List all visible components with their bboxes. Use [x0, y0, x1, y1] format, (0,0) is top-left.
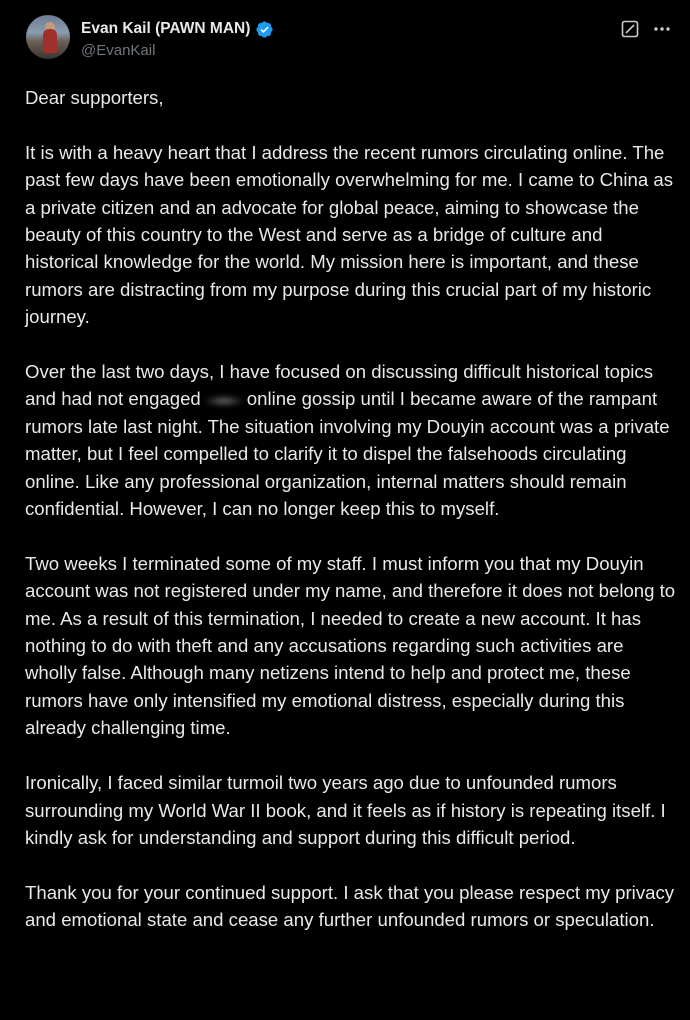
post-header [26, 15, 676, 65]
post-paragraph-5: Thank you for your continued support. I ask that you please respect my privacy and emotional state and cease any further unfounded rumors or speculation. [25, 881, 675, 931]
author-handle[interactable]: @EvanKail [81, 42, 156, 59]
post-actions [620, 19, 672, 39]
avatar[interactable] [26, 15, 70, 59]
post-greeting: Dear supporters, [25, 87, 164, 108]
author-display-name[interactable]: Evan Kail (PAWN MAN) [81, 20, 251, 37]
post-paragraph-2 [25, 358, 680, 522]
more-icon[interactable] [652, 19, 672, 39]
post-paragraph-3: Two weeks I terminated some of my staff. I must inform you that my Douyin account was not registered under my name, and therefore it does not belong to me. As a result of this termination, I needed to create a new account. It has nothing to do with theft and any accusations regarding such activities are wholly false. Although many netizens intend to help and protect me, these rumors have only intensified my emotional distress, especially during this already challenging time. [25, 552, 676, 739]
post-body [25, 84, 680, 934]
redacted-blur [204, 395, 244, 407]
avatar-figure [43, 29, 57, 53]
grok-icon[interactable] [620, 19, 640, 39]
verified-badge-icon[interactable] [255, 20, 274, 39]
post-paragraph-2-start: Over the last two days, I have focused on discussing difficult historical topics and had not engaged [25, 361, 654, 410]
name-row [81, 18, 274, 40]
post-paragraph-4: Ironically, I faced similar turmoil two years ago due to unfounded rumors surrounding my World War II book, and it feels as if history is repeating itself. I kindly ask for understanding and support during this difficult period. [25, 772, 666, 848]
post-paragraph-2-end: online gossip until I became aware of the rampant rumors late last night. The situation involving my Douyin account was a private matter, but I feel compelled to clarify it to dispel the falsehoods circulating online. Like any professional organization, internal matters should remain confidential. However, I can no longer keep this to myself. [25, 388, 670, 520]
post-paragraph-1: It is with a heavy heart that I address the recent rumors circulating online. The past few days have been emotionally overwhelming for me. I came to China as a private citizen and an advocate for global peace, aiming to showcase the beauty of this country to the West and serve as a bridge of culture and historical knowledge for the world. My mission here is important, and these rumors are distracting from my purpose during this crucial part of my historic journey. [25, 141, 674, 328]
